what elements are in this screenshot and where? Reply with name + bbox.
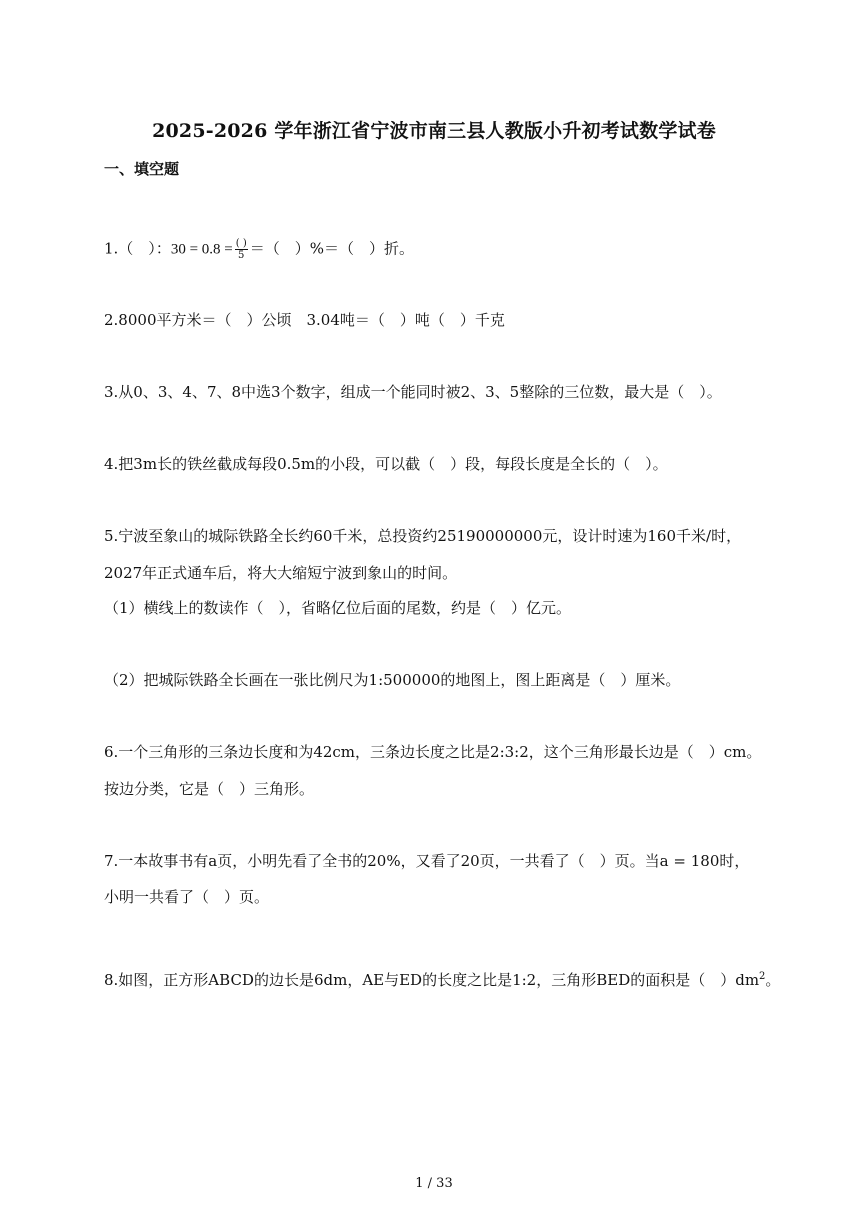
question-7-line-2: 小明一共看了（ ）页。 [104, 888, 270, 906]
q1-prefix: 1.（ ） [104, 239, 156, 258]
q1-rest: ＝（ ）%＝（ ）折。 [249, 239, 414, 258]
page-title: 2025-2026 学年浙江省宁波市南三县人教版小升初考试数学试卷 [152, 120, 716, 142]
question-5-line-1: 5.宁波至象山的城际铁路全长约60千米，总投资约25190000000元，设计时速为160千米/时， [104, 527, 742, 545]
q1-fraction [235, 238, 248, 261]
section-heading: 一、填空题 [104, 160, 180, 178]
question-6-line-2: 按边分类，它是（ ）三角形。 [104, 780, 315, 798]
question-8 [104, 967, 780, 990]
q8-end: 。 [765, 971, 781, 989]
question-2: 2.8000平方米＝（ ）公顷 3.04吨＝（ ）吨（ ）千克 [104, 311, 505, 329]
q1-fraction-numerator: ( ) [235, 238, 247, 249]
q1-fraction-denominator: 5 [238, 250, 245, 261]
question-3: 3.从0、3、4、7、8中选3个数字，组成一个能同时被2、3、5整除的三位数，最大是（ ）。 [104, 383, 722, 401]
page-number: 1 / 33 [415, 1176, 453, 1191]
q8-text: 8.如图，正方形ABCD的边长是6dm，AE与ED的长度之比是1:2，三角形BED的面积是（ ）dm [104, 971, 760, 989]
question-1 [104, 238, 414, 261]
question-5-sub-2: （2）把城际铁路全长画在一张比例尺为1:500000的地图上，图上距离是（ ）厘米。 [104, 671, 681, 689]
question-6-line-1: 6.一个三角形的三条边长度和为42cm，三条边长度之比是2:3:2，这个三角形最长边是（ ）cm。 [104, 743, 762, 761]
question-5-line-2: 2027年正式通车后，将大大缩短宁波到象山的时间。 [104, 564, 458, 582]
q8-superscript: 2 [759, 971, 766, 982]
question-4: 4.把3m长的铁丝截成每段0.5m的小段，可以截（ ）段，每段长度是全长的（ ）。 [104, 455, 668, 473]
q1-expression: ：30 = 0.8 = [155, 241, 233, 258]
question-7-line-1: 7.一本故事书有a页，小明先看了全书的20%，又看了20页，一共看了（ ）页。当a = 180时， [104, 852, 750, 870]
question-5-sub-1: （1）横线上的数读作（ ），省略亿位后面的尾数，约是（ ）亿元。 [104, 599, 572, 617]
